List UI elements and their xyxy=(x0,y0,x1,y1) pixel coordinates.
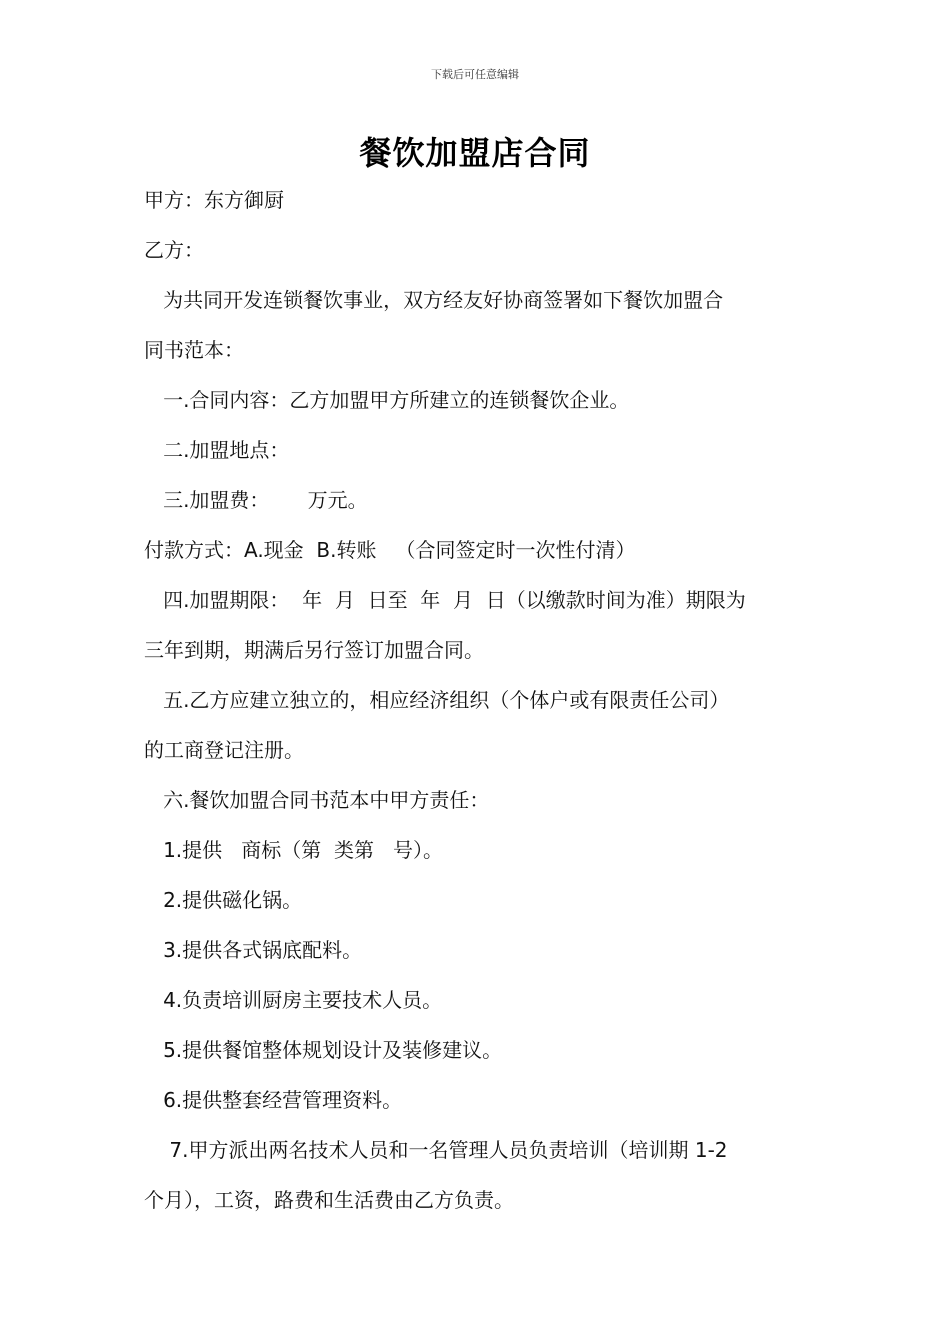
clause-2-location: 二.加盟地点： xyxy=(144,438,290,462)
clause-4-term-line-2: 三年到期，期满后另行签订加盟合同。 xyxy=(144,638,484,662)
intro-paragraph-line-2: 同书范本： xyxy=(144,338,244,362)
clause-5-line-2: 的工商登记注册。 xyxy=(144,738,304,762)
clause-6-heading: 六.餐饮加盟合同书范本中甲方责任： xyxy=(144,788,490,812)
party-a-line: 甲方：东方御厨 xyxy=(144,188,284,212)
contract-title: 餐饮加盟店合同 xyxy=(359,134,591,172)
clause-5-line-1: 五.乙方应建立独立的，相应经济组织（个体户或有限责任公司） xyxy=(144,688,730,712)
intro-paragraph-line-1: 为共同开发连锁餐饮事业，双方经友好协商签署如下餐饮加盟合 xyxy=(144,288,724,312)
header-note: 下载后可任意编辑 xyxy=(431,68,519,81)
clause-3-fee: 三.加盟费： 万元。 xyxy=(144,488,368,512)
duty-item-3: 3.提供各式锅底配料。 xyxy=(144,938,363,962)
duty-item-2: 2.提供磁化锅。 xyxy=(144,888,303,912)
duty-item-4: 4.负责培训厨房主要技术人员。 xyxy=(144,988,443,1012)
duty-item-7-line-1: 7.甲方派出两名技术人员和一名管理人员负责培训（培训期 1-2 xyxy=(144,1138,728,1162)
duty-item-5: 5.提供餐馆整体规划设计及装修建议。 xyxy=(144,1038,503,1062)
clause-4-term-line-1: 四.加盟期限： 年 月 日至 年 月 日（以缴款时间为准）期限为 xyxy=(144,588,746,612)
duty-item-7-line-2: 个月），工资，路费和生活费由乙方负责。 xyxy=(144,1188,514,1212)
payment-method-line: 付款方式：A.现金 B.转账 （合同签定时一次性付清） xyxy=(144,538,636,562)
party-b-line: 乙方： xyxy=(144,238,204,262)
duty-item-1: 1.提供 商标（第 类第 号）。 xyxy=(144,838,444,862)
duty-item-6: 6.提供整套经营管理资料。 xyxy=(144,1088,403,1112)
clause-1-content: 一.合同内容：乙方加盟甲方所建立的连锁餐饮企业。 xyxy=(144,388,630,412)
